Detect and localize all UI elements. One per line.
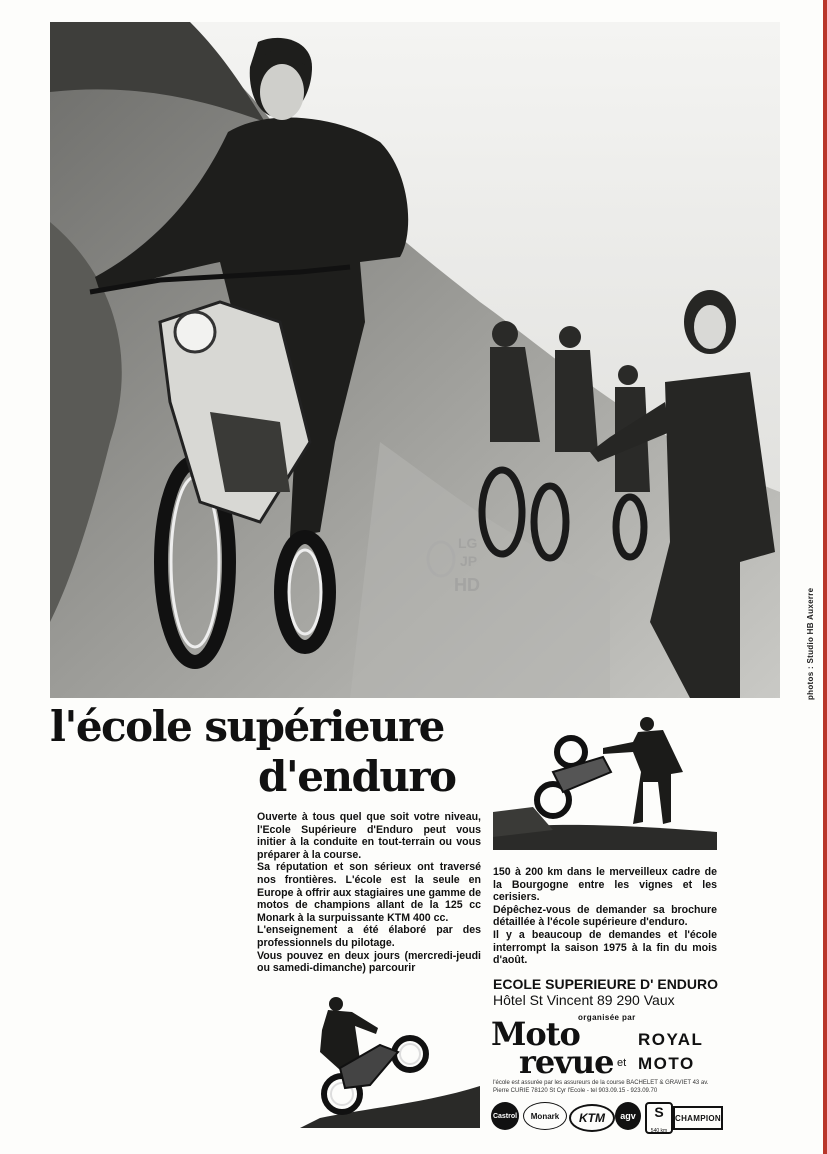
watermark	[424, 535, 494, 599]
sponsor-s-subtext: 540 km	[650, 1128, 668, 1134]
photo-rider-wheelie-illustration	[300, 990, 480, 1128]
photo-credit: photos : Studio HB Auxerre	[806, 587, 815, 700]
sponsor-s-mark: S	[654, 1104, 664, 1120]
sponsor-monark-logo: Monark	[523, 1102, 567, 1130]
sponsor-agv-logo: agv	[615, 1102, 641, 1130]
sponsor-s-logo	[645, 1102, 673, 1134]
photo-rider-wheelie	[300, 990, 480, 1128]
moto-revue-logo-line2: revue	[519, 1043, 614, 1081]
moto-revue-logo	[491, 1015, 614, 1081]
photo-rider-fall-illustration	[493, 712, 717, 850]
organized-by-label: organisée par	[578, 1013, 636, 1022]
body-paragraph: Vous pouvez en deux jours (mercredi-jeudi ou samedi-dimanche) parcourir	[257, 949, 481, 975]
school-address: Hôtel St Vincent 89 290 Vaux	[493, 992, 675, 1008]
page-edge-stripe	[823, 0, 827, 1154]
hero-photo-illustration	[50, 22, 780, 698]
watermark-head-icon	[424, 539, 458, 579]
body-paragraph: Il y a beaucoup de demandes et l'école interrompt la saison 1975 à la fin du mois d'août.	[493, 928, 717, 967]
sponsor-champion-logo: CHAMPION	[673, 1106, 723, 1130]
body-column-right	[493, 866, 717, 967]
school-name: ECOLE SUPERIEURE D' ENDURO	[493, 976, 719, 992]
hero-photo	[50, 22, 780, 698]
sponsor-ktm-logo: KTM	[569, 1104, 615, 1132]
moto-revue-logo-line1: Moto	[491, 1015, 580, 1053]
logo-conjunction: et	[617, 1057, 627, 1069]
watermark-line1: LG	[458, 535, 478, 551]
body-paragraph: 150 à 200 km dans le merveilleux cadre de la Bourgogne entre les vignes et les cerisiers.	[493, 866, 717, 904]
sponsor-castrol-logo: Castrol	[491, 1102, 519, 1130]
body-paragraph: Dépêchez-vous de demander sa brochure détaillée à l'école supérieure d'enduro.	[493, 903, 717, 929]
headline-line1: l'école supérieure	[50, 702, 444, 751]
body-paragraph: L'enseignement a été élaboré par des professionnels du pilotage.	[257, 924, 481, 949]
body-column-left	[257, 811, 481, 975]
royal-moto-logo	[638, 1028, 703, 1076]
sponsor-logos	[491, 1102, 721, 1132]
watermark-line3: HD	[454, 575, 480, 595]
royal-moto-logo-line1: ROYAL	[638, 1030, 704, 1049]
body-paragraph: Sa réputation et son sérieux ont traversé nos frontières. L'école est la seule en Europe à offrir aux stagiaires une gamme de motos de champions allant de la 125 cc Monark à la surpuissante KTM 400 cc.	[257, 861, 481, 924]
headline-line2: d'enduro	[258, 752, 456, 801]
insurance-fine-print: l'école est assurée par les assureurs de la course BACHELET & GRAVIET 43 av. Pierre CURIE 78120 St Cyr l'Ecole - tel 903.09.15 - 923.09.70	[493, 1080, 709, 1094]
body-paragraph: Ouverte à tous quel que soit votre niveau, l'Ecole Supérieure d'Enduro peut vous initier à la conduite en tout-terrain ou vous préparer à la course.	[257, 811, 481, 861]
watermark-line2: JP	[460, 553, 478, 569]
photo-rider-fall	[493, 712, 717, 850]
royal-moto-logo-line2: MOTO	[638, 1054, 695, 1073]
